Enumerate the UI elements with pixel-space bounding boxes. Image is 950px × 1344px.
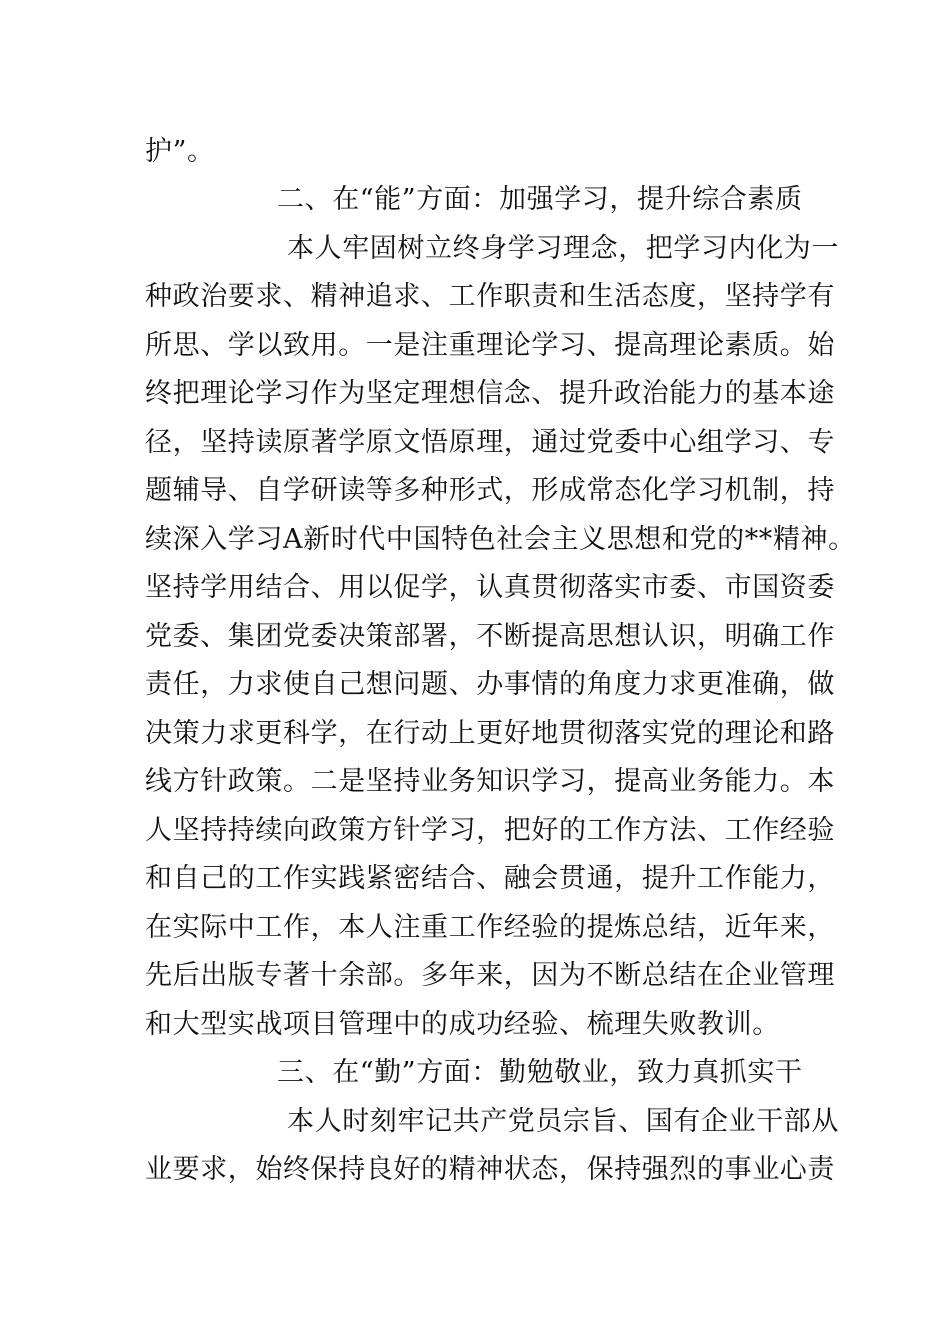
text-line: 业要求，始终保持良好的精神状态，保持强烈的事业心责	[145, 1154, 835, 1185]
text-line: 和大型实战项目管理中的成功经验、梳理失败教训。	[145, 1009, 780, 1040]
paragraph-first-line: 本人时刻牢记共产党员宗旨、国有企业干部从	[287, 1106, 839, 1137]
text-line: 先后出版专著十余部。多年来，因为不断总结在企业管理	[145, 960, 835, 991]
text-line: 党委、集团党委决策部署，不断提高思想认识，明确工作	[145, 621, 835, 652]
text-line: 续深入学习A新时代中国特色社会主义思想和党的**精神。	[145, 524, 856, 555]
text-line: 坚持学用结合、用以促学，认真贯彻落实市委、市国资委	[145, 572, 835, 603]
text-line: 决策力求更科学，在行动上更好地贯彻落实党的理论和路	[145, 718, 835, 749]
paragraph-first-line: 本人牢固树立终身学习理念，把学习内化为一	[287, 233, 839, 264]
section-heading: 二、在“能”方面：加强学习，提升综合素质	[277, 184, 803, 215]
text-line: 和自己的工作实践紧密结合、融会贯通，提升工作能力，	[145, 863, 835, 894]
text-line: 责任，力求使自己想问题、办事情的角度力求更准确，做	[145, 669, 835, 700]
text-line: 所思、学以致用。一是注重理论学习、提高理论素质。始	[145, 330, 835, 361]
text-line: 线方针政策。二是坚持业务知识学习，提高业务能力。本	[145, 766, 835, 797]
text-line: 径，坚持读原著学原文悟原理，通过党委中心组学习、专	[145, 427, 835, 458]
text-line: 护”。	[145, 136, 215, 167]
text-line: 种政治要求、精神追求、工作职责和生活态度，坚持学有	[145, 281, 835, 312]
section-heading: 三、在“勤”方面：勤勉敬业，致力真抓实干	[277, 1057, 803, 1088]
text-line: 终把理论学习作为坚定理想信念、提升政治能力的基本途	[145, 378, 835, 409]
text-line: 在实际中工作，本人注重工作经验的提炼总结，近年来，	[145, 912, 835, 943]
text-line: 题辅导、自学研读等多种形式，形成常态化学习机制，持	[145, 475, 835, 506]
text-line: 人坚持持续向政策方针学习，把好的工作方法、工作经验	[145, 815, 835, 846]
